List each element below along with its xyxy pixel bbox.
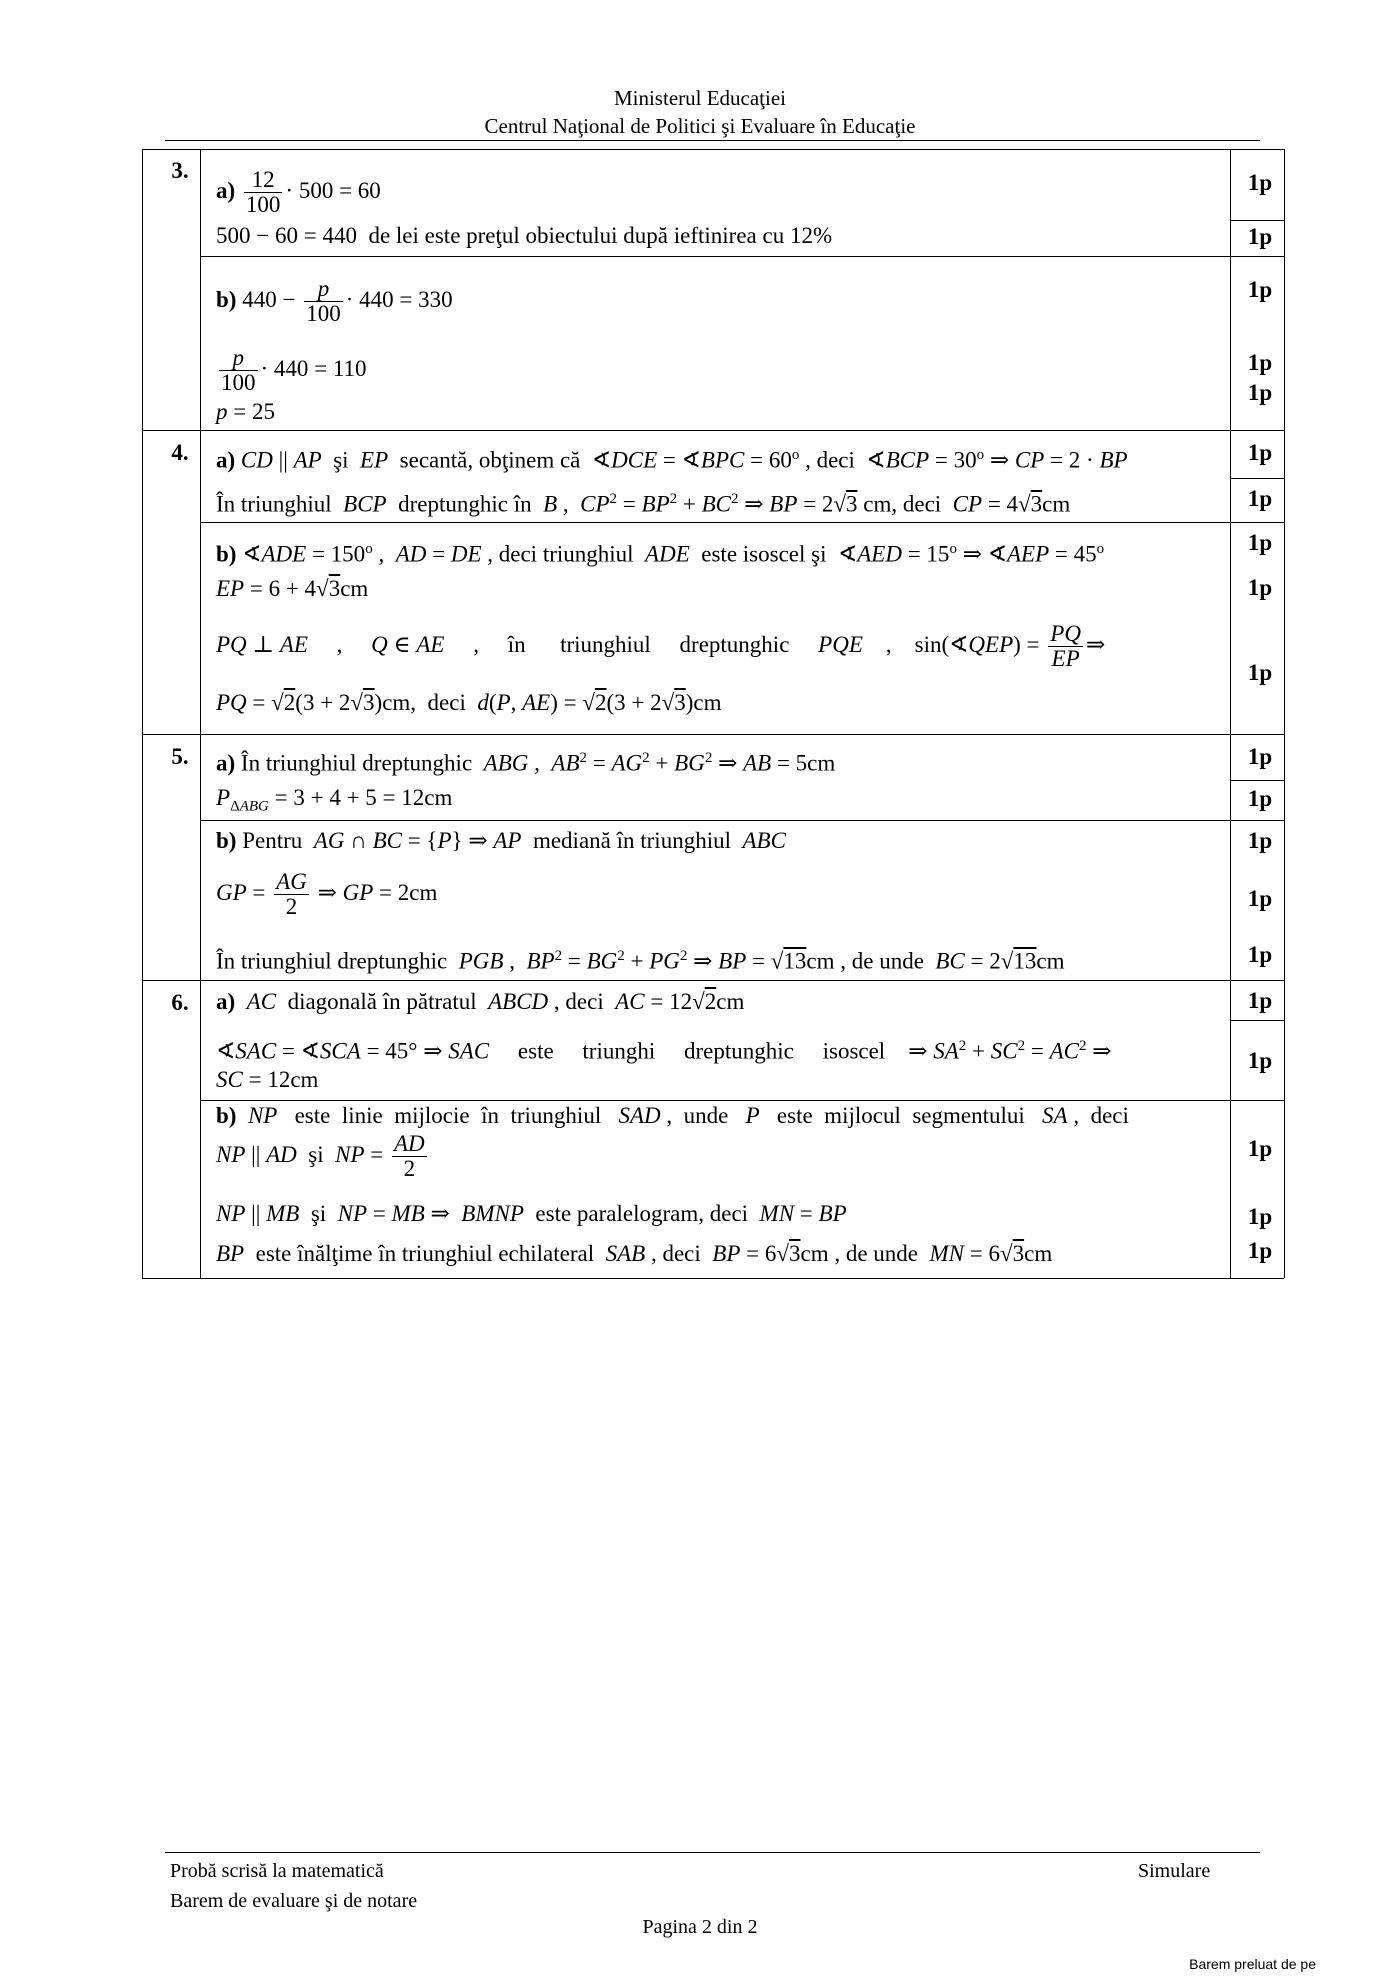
points-label: 1p: [1247, 350, 1273, 375]
solution-line-3a1: a) $\frac{12}{100}$ · 500 = 60: [216, 167, 381, 217]
points-label: 1p: [1247, 988, 1273, 1013]
points-label: 1p: [1247, 277, 1273, 302]
solution-line-4b4: PQ = √2(3 + 2√3)cm, deci d(P, AE) = √2(3 + 2√3)cm: [216, 690, 722, 715]
solution-line-4b1: b) ∢ADE = $150^o$ , AD = DE , deci triunghiul ADE este isoscel şi ∢AED = $15^o$ ⇒ ∢AEP = $45^o$: [216, 541, 1105, 567]
header-line2: Centrul Naţional de Politici şi Evaluare în Educaţie: [484, 114, 916, 138]
solution-line-6b3: NP || MB şi NP = MB ⇒ BMNP este paralelogram, deci MN = BP: [216, 1201, 847, 1226]
solution-line-6a1: a) AC diagonală în pătratul ABCD , deci AC = 12√2cm: [216, 989, 745, 1014]
watermark: Barem preluat de pe: [1189, 1956, 1316, 1972]
footer-doc-type: Barem de evaluare şi de notare: [170, 1890, 418, 1912]
points-label: 1p: [1247, 744, 1273, 769]
solution-line-4b2: EP = 6 + 4√3cm: [216, 576, 369, 601]
points-label: 1p: [1247, 1238, 1273, 1263]
solution-line-4a1: a) CD || AP şi EP secantă, obţinem că ∢DCE = ∢BPC = $60^o$ , deci ∢BCP = $30^o$ ⇒ CP = 2 · BP: [216, 447, 1128, 473]
solution-line-3b3: p = 25: [216, 399, 275, 424]
points-label: 1p: [1247, 486, 1273, 511]
points-label: 1p: [1247, 660, 1273, 685]
solution-line-3a2: 500 − 60 = 440 de lei este preţul obiectului după ieftinirea cu 12%: [216, 223, 833, 248]
solution-line-6b4: BP este înălţime în triunghiul echilateral SAB , deci BP = 6√3cm , de unde MN = 6√3cm: [216, 1241, 1053, 1266]
page-number: Pagina 2 din 2: [642, 1916, 758, 1938]
points-label: 1p: [1247, 828, 1273, 853]
solution-line-5b2: GP = $\frac{AG}{2}$ ⇒ GP = 2cm: [216, 869, 438, 919]
points-label: 1p: [1247, 575, 1273, 600]
points-label: 1p: [1247, 942, 1273, 967]
solution-line-3b2: $\frac{p}{100}$ · 440 = 110: [221, 345, 367, 395]
solution-line-6b1: b) NP este linie mijlocie în triunghiul SAD , unde P este mijlocul segmentului SA , deci: [216, 1103, 1129, 1128]
solution-line-5b3: În triunghiul dreptunghic PGB , $BP^2 = BG^2 + PG^2$ ⇒ BP = √13cm , de unde BC = 2√13cm: [216, 948, 1065, 974]
points-label: 1p: [1247, 1204, 1273, 1229]
problem-number-4: 4.: [171, 440, 189, 465]
solution-line-6a3: SC = 12cm: [216, 1067, 319, 1092]
solution-line-5a1: a) În triunghiul dreptunghic ABG , $AB^2 = AG^2 + BG^2$ ⇒ AB = 5cm: [216, 750, 836, 776]
problem-number-3: 3.: [171, 158, 189, 183]
solution-line-4b3: PQ ⊥ AE , Q ∈ AE , în triunghiul dreptunghic PQE , sin(∢QEP) = $\frac{PQ}{EP}$ ⇒: [216, 621, 1106, 671]
points-label: 1p: [1247, 380, 1273, 405]
points-label: 1p: [1247, 170, 1273, 195]
problem-number-5: 5.: [171, 744, 189, 769]
footer-subject: Probă scrisă la matematică: [170, 1860, 384, 1882]
solution-line-3b1: b) 440 − $\frac{p}{100}$ · 440 = 330: [216, 276, 453, 326]
solution-line-6a2: ∢SAC = ∢SCA = 45° ⇒ SAC este triunghi dreptunghic isoscel ⇒ $SA^2 + SC^2 = AC^2$ ⇒: [216, 1038, 1112, 1064]
solution-line-4a2: În triunghiul BCP dreptunghic în B , $CP^2 = BP^2 + BC^2$ ⇒ BP = 2√3 cm, deci CP = 4√3cm: [216, 491, 1071, 517]
solution-line-5b1: b) Pentru AG ∩ BC = {P} ⇒ AP mediană în triunghiul ABC: [216, 828, 786, 853]
points-label: 1p: [1247, 886, 1273, 911]
solution-line-5a2: $P_{\Delta ABG} = 3 + 4 + 5 = 12cm$: [216, 785, 453, 815]
points-label: 1p: [1247, 530, 1273, 555]
points-label: 1p: [1247, 1136, 1273, 1161]
header-line1: Ministerul Educaţiei: [613, 86, 787, 110]
problem-number-6: 6.: [171, 990, 189, 1015]
solution-line-6b2: NP || AD şi NP = $\frac{AD}{2}$: [216, 1131, 425, 1181]
footer-session: Simulare: [1138, 1860, 1211, 1882]
points-label: 1p: [1247, 224, 1273, 249]
points-label: 1p: [1247, 1048, 1273, 1073]
header-rule: [165, 140, 1260, 141]
points-label: 1p: [1247, 440, 1273, 465]
footer-rule: [165, 1852, 1260, 1853]
points-label: 1p: [1247, 786, 1273, 811]
